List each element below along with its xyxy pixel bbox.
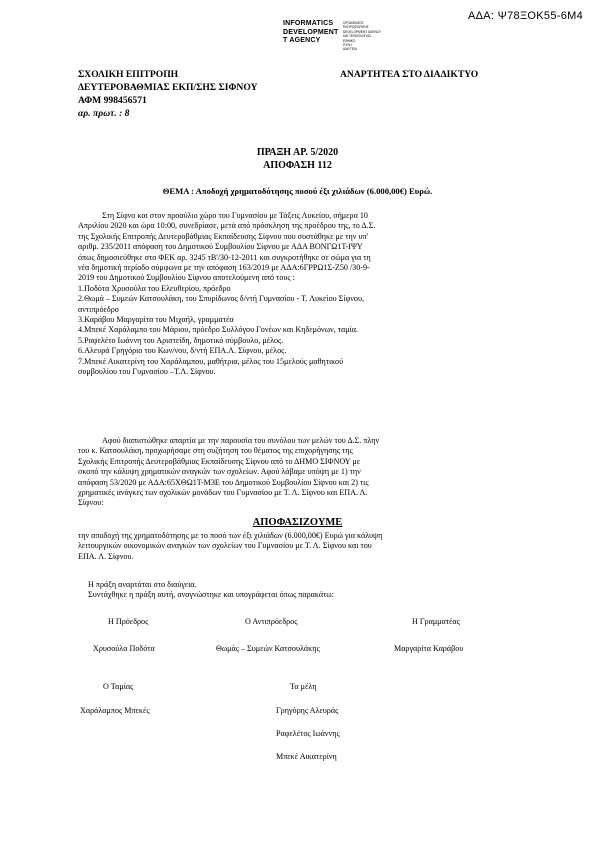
member-item: 7.Μπεκέ Αικατερίνη του Χαράλαμπου, μαθήτρια, μέλος του 15μελούς μαθητικού [78, 356, 344, 366]
decision-heading: ΑΠΟΦΑΣΙΖΟΥΜΕ [252, 517, 343, 528]
logo-line: INFORMATICS [283, 20, 334, 27]
member-item: 2.Θωμά – Συμεών Κατσουλάκη, του Σπυρίδωνος δ/ντή Γυμνασίου - Τ. Λυκείου Σίφνου, [78, 294, 364, 304]
logo-line: T AGENCY [283, 37, 321, 44]
member-name: Μπεκέ Αικατερίνη [276, 752, 337, 761]
diavgeia-logo: INFORMATICS DEVELOPMENT T AGENCY ΟΡΓΑΝΙΣΜΟΣ ΠΛΗΡΟΦΟΡΙΚΗΣ DEVELOPMENT AGENCY ΚΑΙ ΤΕΧΝΟΛΟΓΙΑΣ ΕΘΝΙΚΟ ΠΥΛΗ ΔΙΑΥΓΕΙΑ [283, 20, 382, 52]
decision-number: ΑΠΟΦΑΣΗ 112 [263, 160, 332, 171]
member-item: 4.Μπεκέ Χαράλαμπο του Μάριου, πρόεδρο Συλλόγου Γονέων και Κηδεμόνων, ταμία. [78, 325, 359, 335]
member-item: 5.Ραφελέτο Ιωάννη του Αριστείδη, δημοτικό σύμβουλο, μέλος. [78, 335, 284, 345]
logo-line: DEVELOPMENT [283, 28, 339, 36]
member-name: Ραφελέτος Ιωάννης [276, 729, 340, 738]
president-name: Χρυσούλα Ποδότα [93, 644, 155, 653]
president-title: Η Πρόεδρος [108, 617, 149, 626]
issuer-block [78, 68, 258, 120]
member-name: Γρηγόρης Αλευράς [276, 706, 339, 715]
protocol-number: αρ. πρωτ. : 8 [78, 108, 130, 119]
secretary-name: Μαργαρίτα Καράβου [394, 644, 464, 653]
issuer-division: ΔΕΥΤΕΡΟΒΑΘΜΙΑΣ ΕΚΠ/ΣΗΣ ΣΙΦΝΟΥ [78, 82, 258, 93]
issuer-afm: ΑΦΜ 998456571 [78, 95, 147, 106]
quorum-paragraph: Αφού διαπιστώθηκε απαρτία με την παρουσία του συνόλου των μελών του Δ.Σ. πλην του κ. Κατσουλάκη, προχωρήσαμε στη συζήτηση του θέματος της επιχορήγησης της Σχολικής Επιτροπής Δευτεροβάθμιας Εκπαίδευσης Σίφνου από το ΔΗΜΟ ΣΙΦΝΟΥ με σκοπό την κάλυψη χρηματικών αναγκών των σχολείων. Αφού λάβαμε υπόψη με 1) την απόφαση 53/2020 με ΑΔΑ:65ΧΘΩ1Τ-Μ3Ε του Δημοτικού Συμβουλίου Σίφνου και 2) τις χρηματικές ανάγκες των σχολικών μονάδων του Γυμνασίου με Τ. Λ. Σίφνου και ΕΠΑ. Λ. Σίφνου: [78, 436, 380, 508]
act-number: ΠΡΑΞΗ ΑΡ. 5/2020 [256, 147, 339, 158]
closing-paragraph: Η πράξη αναρτάται στο διαύγεια. Συντάχθηκε η πράξη αυτή, αναγνώστηκε και υπογράφεται όπως παρακάτω: [88, 580, 334, 600]
issuer-name: ΣΧΟΛΙΚΗ ΕΠΙΤΡΟΠΗ [78, 69, 179, 80]
member-item: 6.Αλευρά Γρηγόριο του Κων/νου, δ/ντή ΕΠΑ.Λ. Σίφνου, μέλος. [78, 346, 287, 356]
members-title: Τα μέλη [290, 682, 317, 691]
member-item: 3.Καράβου Μαργαρίτα του Μιχαήλ, γραμματέα [78, 315, 234, 325]
treasurer-title: Ο Ταμίας [103, 682, 134, 691]
vice-president-name: Θωμάς – Συμεών Κατσουλάκης [216, 644, 320, 653]
subject-line: ΘΕΜΑ : Αποδοχή χρηματοδότησης ποσού έξι χιλιάδων (6.000,00€) Ευρώ. [162, 186, 433, 196]
secretary-title: Η Γραμματέας [412, 617, 460, 626]
treasurer-name: Χαράλαμπος Μπεκές [80, 706, 150, 715]
vice-president-title: Ο Αντιπρόεδρος [245, 617, 298, 626]
publication-note: ΑΝΑΡΤΗΤΕΑ ΣΤΟ ΔΙΑΔΙΚΤΥΟ [340, 69, 479, 80]
ada-code: ΑΔΑ: Ψ78ΞΟΚ55-6Μ4 [468, 10, 583, 22]
decision-paragraph: την αποδοχή της χρηματοδότησης με το ποσό των έξι χιλιάδων (6.000,00€) Ευρώ για κάλυψη λειτουργικών οικονομικών αναγκών των σχολείων του Γυμνασίου με Τ. Λ. Σίφνου και του ΕΠΑ. Λ. Σίφνου. [78, 531, 383, 561]
member-item: 1.Ποδότα Χρυσούλα του Ελευθερίου, πρόεδρο [78, 283, 231, 293]
intro-paragraph: Στη Σίφνο και στον προαύλιο χώρο του Γυμνασίου με Τάξεις Λυκείου, σήμερα 10 Απριλίου 2020 και ώρα 10:00, συνεδρίασε, μετά από πρόσκληση της προέδρου της, το Δ.Σ. της Σχολικής Επιτροπής Δευτεροβάθμιας Εκπαίδευσης Σίφνου που συστάθηκε με την υπ' αριθμ. 235/2011 απόφαση του Δημοτικού Συμβουλίου Σίφνου με ΑΔΑ ΒΟΝΓΩ1Τ-ΙΨΥ όπως δημοσιεύθηκε στο ΦΕΚ αρ. 3245 τΒ'/30-12-2011 και συγκροτήθηκε σε σώμα για τη νέα δημοτική περίοδο σύμφωνα με την απόφαση 163/2019 με ΑΔΑ:6ΓΡΡΩ1Σ-Ζ50 /30-9- 2019 του Δημοτικού Συμβουλίου Σίφνου αποτελούμενη από τους : 1.Ποδότα Χρυσούλα του Ελευθερίου, πρόεδρο 2.Θωμά – Συμεών Κατσουλάκη, του Σπυρίδωνος δ/ντή Γυμνασίου - Τ. Λυκείου Σίφνου, αντιπρόεδρο 3.Καράβου Μαργαρίτα του Μιχαήλ, γραμματέα 4.Μπεκέ Χαράλαμπο του Μάριου, πρόεδρο Συλλόγου Γονέων και Κηδεμόνων, ταμία. 5.Ραφελέτο Ιωάννη του Αριστείδη, δημοτικό σύμβουλο, μέλος. 6.Αλευρά Γρηγόριο του Κων/νου, δ/ντή ΕΠΑ.Λ. Σίφνου, μέλος. 7.Μπεκέ Αικατερίνη του Χαράλαμπου, μαθήτρια, μέλος του 15μελούς μαθητικού συμβουλίου του Γυμνασίου –Τ.Λ. Σίφνου. [78, 211, 518, 378]
